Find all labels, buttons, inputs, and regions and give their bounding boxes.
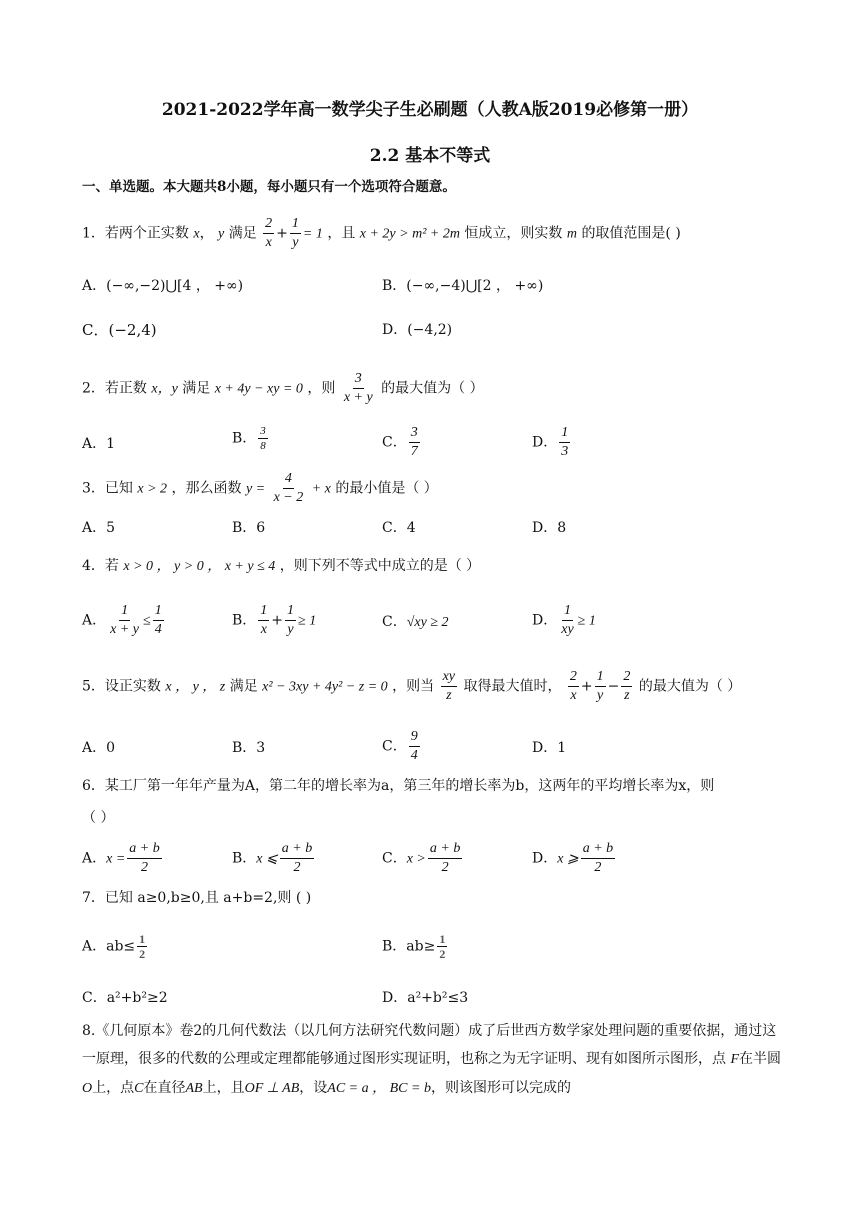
document-subtitle: 2.2 基本不等式	[369, 146, 491, 166]
q5-option-a: A．0	[82, 740, 116, 756]
q7-option-b: B．ab≥ $\frac{1}{2}$	[382, 932, 446, 961]
q4-option-c: C．√xy ≥ 2	[382, 614, 449, 630]
q1-option-c: C．(−2,4)	[82, 321, 157, 339]
q8-point-o: O	[82, 1081, 93, 1096]
q2-equation: x + 4y − xy = 0	[214, 381, 303, 397]
q3-fraction: $\frac{4}{x - 2}$	[273, 471, 304, 505]
q3-option-c: C．4	[382, 520, 416, 536]
q3-option-a: A．5	[82, 520, 116, 536]
q5-fraction-xy-over-z: $\frac{xy}{z}$	[442, 669, 456, 703]
q8-point-f: F	[730, 1052, 740, 1067]
q7-option-d: D．a²+b²≤3	[382, 990, 469, 1006]
q1-frac-2-over-x: $\frac{2}{x}$	[265, 216, 273, 250]
q2-option-c: C． $\frac{3}{7}$	[382, 425, 418, 459]
q8-point-c: C	[134, 1081, 144, 1096]
q4-option-b: B． $\frac{1}{x}$ + $\frac{1}{y}$ ≥ 1	[232, 603, 317, 637]
q6-option-c: C．x > $\frac{a + b}{2}$	[382, 841, 461, 875]
q5-equation: x² − 3xy + 4y² − z = 0	[262, 679, 388, 695]
q6-option-d: D．x ⩾ $\frac{a + b}{2}$	[532, 841, 614, 875]
q1-text-e: 的取值范围是( )	[581, 225, 681, 242]
q1-text-c: ，且	[327, 225, 356, 242]
q1-var-y: y	[218, 226, 225, 242]
q1-var-m: m	[566, 226, 577, 242]
q1-frac-1-over-y: $\frac{1}{y}$	[291, 216, 299, 250]
q5-vars: x ， y ， z	[165, 679, 226, 695]
q1-eq: = 1	[302, 226, 323, 242]
q6-option-b: B．x ⩽ $\frac{a + b}{2}$	[232, 841, 313, 875]
q3-option-b: B．6	[232, 520, 266, 536]
q1-inequality: x + 2y > m² + 2m	[359, 226, 460, 242]
q8-diameter-ab: AB	[185, 1081, 203, 1096]
q1-option-b: B．(−∞,−4)⋃[2 ， +∞)	[382, 278, 544, 294]
q3-option-d: D．8	[532, 520, 567, 536]
q5-option-d: D．1	[532, 740, 567, 756]
q1-text-d: 恒成立，则实数	[464, 225, 563, 242]
q2-option-b: B． $\frac{3}{8}$	[232, 425, 266, 452]
q1-option-a: A．(−∞,−2)⋃[4 ， +∞)	[82, 278, 244, 294]
q2-fraction: $\frac{3}{x + y}$	[343, 371, 373, 405]
q2-vars: x，y	[151, 381, 178, 397]
question-1-stem: 1．若两个正实数 x， y 满足 $\frac{2}{x}$ + $\frac{1}{y}$ = 1 ，且 x + 2y > m² + 2m 恒成立，则实数 m 的取值范围是( )	[82, 216, 681, 250]
q5-option-b: B．3	[232, 740, 266, 756]
q6-option-a: A．x = $\frac{a + b}{2}$	[82, 841, 160, 875]
question-5-stem: 5．设正实数 x ， y ， z 满足 x² − 3xy + 4y² − z = 0 ，则当 $\frac{xy}{z}$ 取得最大值时， $\frac{2}{x}$ + $\frac{1}{y}$ − $\frac{2}{z}$ 的最大值为（ ）	[82, 669, 742, 703]
q7-option-a: A．ab≤ $\frac{1}{2}$	[82, 932, 146, 961]
q1-option-d: D．(−4,2)	[382, 322, 453, 338]
q4-option-d: D． $\frac{1}{xy}$ ≥ 1	[532, 603, 596, 637]
q1-text-b: 满足	[228, 225, 257, 242]
q8-lengths: AC = a ， BC = b	[327, 1081, 431, 1096]
q5-option-c: C． $\frac{9}{4}$	[382, 729, 418, 763]
q7-option-c: C．a²+b²≥2	[82, 990, 168, 1006]
question-6-paren: （ ）	[82, 810, 115, 826]
question-6-stem: 6．某工厂第一年年产量为A，第二年的增长率为a，第三年的增长率为b，这两年的平均增长率为x，则	[82, 778, 715, 794]
question-4-stem: 4．若 x > 0 ， y > 0 ， x + y ≤ 4 ，则下列不等式中成立的是（ ）	[82, 558, 481, 574]
question-8-stem: 8.《几何原本》卷2的几何代数法（以几何方法研究代数问题）成了后世西方数学家处理问题的重要依据，通过这一原理，很多的代数的公理或定理都能够通过图形实现证明，也称之为无字证明、现有如图所示图形，点 F在半圆O上，点C在直径AB上，且OF ⊥ AB，设AC = a ， BC = b，则该图形可以完成的	[82, 1023, 782, 1096]
q3-condition: x > 2	[137, 481, 168, 497]
q2-option-a: A．1	[82, 436, 116, 452]
section-heading: 一、单选题。本大题共8小题，每小题只有一个选项符合题意。	[82, 179, 456, 195]
q2-option-d: D． $\frac{1}{3}$	[532, 425, 569, 459]
q1-text-a: 1．若两个正实数	[82, 225, 189, 242]
q1-var-x: x	[193, 226, 200, 242]
document-title: 2021-2022学年高一数学尖子生必刷题（人教A版2019必修第一册）	[161, 100, 699, 120]
question-2-stem: 2．若正数 x，y 满足 x + 4y − xy = 0 ，则 $\frac{3}{x + y}$ 的最大值为（ ）	[82, 371, 484, 405]
q4-condition: x > 0 ， y > 0 ， x + y ≤ 4	[123, 559, 276, 574]
question-3-stem: 3．已知 x > 2 ，那么函数 y = $\frac{4}{x - 2}$ + x 的最小值是（ ）	[82, 471, 438, 505]
question-7-stem: 7．已知 a≥0,b≥0,且 a+b=2,则 ( )	[82, 890, 312, 906]
q4-option-a: A． $\frac{1}{x + y}$ ≤ $\frac{1}{4}$	[82, 603, 162, 637]
q8-perpendicular: OF ⊥ AB	[244, 1081, 300, 1096]
